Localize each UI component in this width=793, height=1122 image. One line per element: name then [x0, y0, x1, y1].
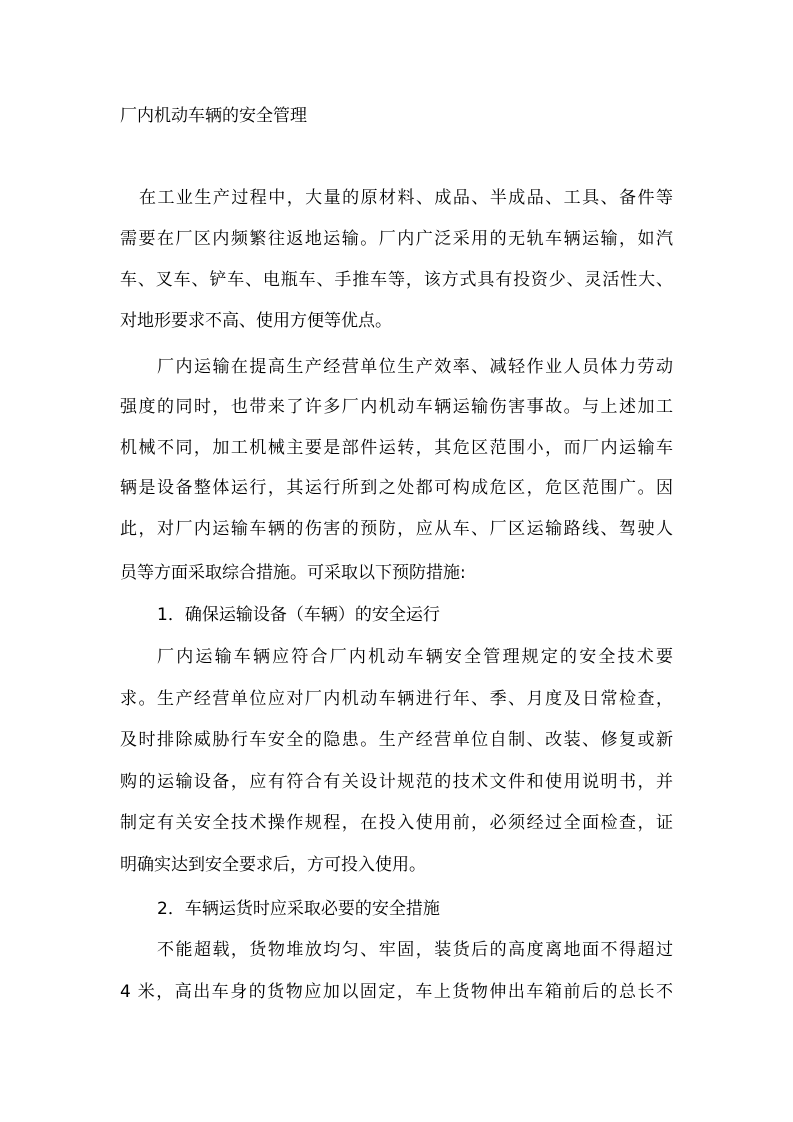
text-line: 4 米，高出车身的货物应加以固定，车上货物伸出车箱前后的总长不 [120, 982, 673, 1002]
text-line: 机械不同，加工机械主要是部件运转，其危区范围小，而厂内运输车 [120, 438, 673, 458]
text-line: 此，对厂内运输车辆的伤害的预防，应从车、厂区运输路线、驾驶人 [120, 519, 673, 539]
text-line: 在工业生产过程中，大量的原材料、成品、半成品、工具、备件等 [139, 188, 673, 208]
text-line: 车、叉车、铲车、电瓶车、手推车等，该方式具有投资少、灵活性大、 [120, 270, 673, 290]
text-line: 辆是设备整体运行，其运行所到之处都可构成危区，危区范围广。因 [120, 478, 673, 498]
text-line: 对地形要求不高、使用方便等优点。 [120, 311, 392, 331]
text-line: 厂内运输在提高生产经营单位生产效率、减轻作业人员体力劳动 [157, 357, 673, 377]
text-line: 厂内运输车辆应符合厂内机动车辆安全管理规定的安全技术要 [157, 647, 673, 667]
text-line: 不能超载，货物堆放均匀、牢固，装货后的高度离地面不得超过 [157, 940, 673, 960]
text-line: 明确实达到安全要求后，方可投入使用。 [120, 855, 426, 875]
section-heading: 1．确保运输设备（车辆）的安全运行 [157, 605, 440, 625]
text-line: 及时排除威胁行车安全的隐患。生产经营单位自制、改装、修复或新 [120, 730, 673, 750]
text-line: 员等方面采取综合措施。可采取以下预防措施: [120, 563, 466, 583]
section-heading: 2．车辆运货时应采取必要的安全措施 [157, 899, 440, 919]
text-line: 需要在厂区内频繁往返地运输。厂内广泛采用的无轨车辆运输，如汽 [120, 229, 673, 249]
text-line: 强度的同时，也带来了许多厂内机动车辆运输伤害事故。与上述加工 [120, 397, 673, 417]
text-line: 求。生产经营单位应对厂内机动车辆进行年、季、月度及日常检查， [120, 689, 673, 709]
document-title: 厂内机动车辆的安全管理 [120, 106, 307, 126]
text-line: 购的运输设备，应有符合有关设计规范的技术文件和使用说明书，并 [120, 772, 673, 792]
text-line: 制定有关安全技术操作规程，在投入使用前，必须经过全面检查，证 [120, 813, 673, 833]
